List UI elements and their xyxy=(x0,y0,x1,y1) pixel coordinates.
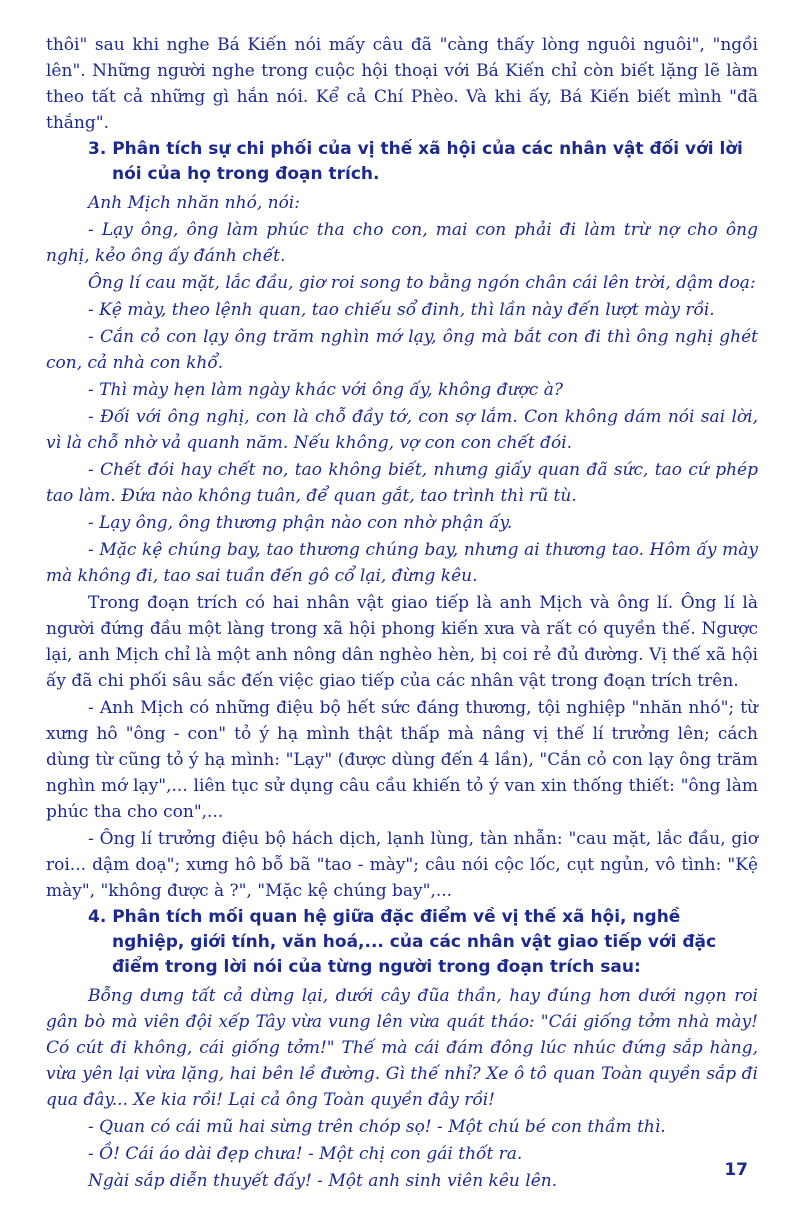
excerpt-line: - Lạy ông, ông thương phận nào con nhờ phận ấy. xyxy=(88,513,513,533)
page-content xyxy=(46,32,758,1195)
paragraph-continuation: thôi" sau khi nghe Bá Kiến nói mấy câu đã "càng thấy lòng nguôi nguôi", "ngồi lên". Những người nghe trong cuộc hội thoại với Bá Kiến chỉ còn biết lặng lẽ làm theo tất cả những gì hắn nói. Kể cả Chí Phèo. Và khi ấy, Bá Kiến biết mình "đã thắng". xyxy=(46,35,758,133)
heading-question-3: 3. Phân tích sự chi phối của vị thế xã hội của các nhân vật đối với lời nói của họ trong đoạn trích. xyxy=(88,139,743,184)
excerpt-line: - Quan có cái mũ hai sừng trên chóp sọ! - Một chú bé con thầm thì. xyxy=(88,1117,666,1137)
excerpt-line: - Ồ! Cái áo dài đẹp chưa! - Một chị con gái thốt ra. xyxy=(88,1144,523,1164)
excerpt-line: - Chết đói hay chết no, tao không biết, nhưng giấy quan đã sức, tao cứ phép tao làm. Đứa nào không tuân, để quan gắt, tao trình thì rũ tù. xyxy=(46,460,758,506)
excerpt-line: Bỗng dưng tất cả dừng lại, dưới cây đũa thần, hay đúng hơn dưới ngọn roi gân bò mà viên đội xếp Tây vừa vung lên vừa quát tháo: "Cái giống tởm nhà mày! Có cút đi không, cái giống tởm!" Thế mà cái đám đông lúc nhúc đứng sắp hàng, vừa yên lại vừa lặng, hai bên lề đường. Gì thế nhỉ? Xe ô tô quan Toàn quyền sắp đi qua đây... Xe kia rồi! Lại cả ông Toàn quyền đây rồi! xyxy=(46,986,758,1110)
excerpt-line: Ngài sắp diễn thuyết đấy! - Một anh sinh viên kêu lên. xyxy=(88,1171,558,1191)
excerpt-line: - Kệ mày, theo lệnh quan, tao chiếu sổ đinh, thì lần này đến lượt mày rồi. xyxy=(88,300,715,320)
excerpt-line: - Thì mày hẹn làm ngày khác với ông ấy, không được à? xyxy=(88,380,563,400)
page-number: 17 xyxy=(724,1160,748,1180)
excerpt-line: Ông lí cau mặt, lắc đầu, giơ roi song to bằng ngón chân cái lên trời, dậm doạ: xyxy=(88,273,756,293)
analysis-paragraph: Trong đoạn trích có hai nhân vật giao tiếp là anh Mịch và ông lí. Ông lí là người đứng đầu một làng trong xã hội phong kiến xưa và rất có quyền thế. Ngược lại, anh Mịch chỉ là một anh nông dân nghèo hèn, bị coi rẻ đủ đường. Vị thế xã hội ấy đã chi phối sâu sắc đến việc giao tiếp của các nhân vật trong đoạn trích trên. xyxy=(46,593,758,691)
excerpt-line: - Đối với ông nghị, con là chỗ đầy tớ, con sợ lắm. Con không dám nói sai lời, vì là chỗ nhờ vả quanh năm. Nếu không, vợ con con chết đói. xyxy=(46,407,758,453)
heading-question-4: 4. Phân tích mối quan hệ giữa đặc điểm về vị thế xã hội, nghề nghiệp, giới tính, văn hoá,... của các nhân vật giao tiếp với đặc điểm trong lời nói của từng người trong đoạn trích sau: xyxy=(88,907,717,977)
analysis-paragraph: - Anh Mịch có những điệu bộ hết sức đáng thương, tội nghiệp "nhăn nhó"; từ xưng hô "ông - con" tỏ ý hạ mình thật thấp mà nâng vị thế lí trưởng lên; cách dùng từ cũng tỏ ý hạ mình: "Lạy" (được dùng đến 4 lần), "Cắn cỏ con lạy ông trăm nghìn mớ lạy",... liên tục sử dụng câu cầu khiến tỏ ý van xin thống thiết: "ông làm phúc tha cho con",... xyxy=(46,698,758,822)
analysis-question-3 xyxy=(46,590,758,904)
excerpt-line: - Lạy ông, ông làm phúc tha cho con, mai con phải đi làm trừ nợ cho ông nghị, kẻo ông ấy đánh chết. xyxy=(46,220,758,266)
excerpt-question-4 xyxy=(46,983,758,1194)
analysis-paragraph: - Ông lí trưởng điệu bộ hách dịch, lạnh lùng, tàn nhẫn: "cau mặt, lắc đầu, giơ roi... dậm doạ"; xưng hô bỗ bã "tao - mày"; câu nói cộc lốc, cụt ngủn, vô tình: "Kệ mày", "không được à ?", "Mặc kệ chúng bay",... xyxy=(46,829,758,901)
excerpt-line: Anh Mịch nhăn nhó, nói: xyxy=(88,193,300,213)
excerpt-question-3 xyxy=(46,190,758,589)
excerpt-line: - Mặc kệ chúng bay, tao thương chúng bay, nhưng ai thương tao. Hôm ấy mày mà không đi, tao sai tuần đến gô cổ lại, đừng kêu. xyxy=(46,540,758,586)
excerpt-line: - Cắn cỏ con lạy ông trăm nghìn mớ lạy, ông mà bắt con đi thì ông nghị ghét con, cả nhà con khổ. xyxy=(46,327,758,373)
